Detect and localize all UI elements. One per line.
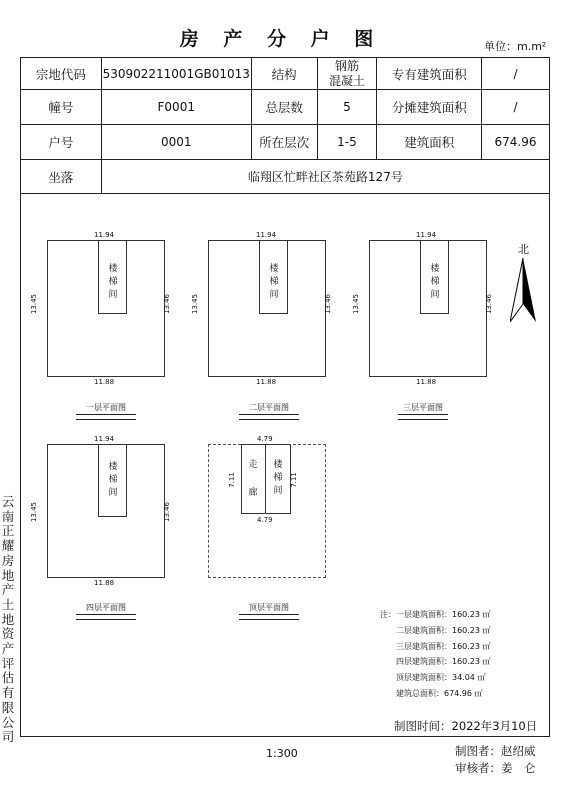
building-no-value: F0001 [101,90,251,125]
floor4-left-dimension: 13.45 [30,501,39,523]
drawing-date: 制图时间：2022年3月10日 [394,719,538,733]
unit-no-value: 0001 [101,125,251,160]
unit-label: 单位：m.m² [484,40,547,53]
parcel-code-value: 530902211001GB01013 [101,58,251,90]
building-area-value: 674.96 [482,125,550,160]
roof-left-dimension: 7.11 [227,472,236,488]
floor4-right-dimension: 13.46 [163,501,172,523]
floor3-top-dimension: 11.94 [416,231,437,239]
floor2-plan [208,240,326,377]
note-line-6: 建筑总面积：674.96 ㎡ [396,688,483,698]
floor4-caption: 四层平面图 [76,602,136,620]
roof-stair-label: 楼 梯 间 [273,460,283,496]
north-arrow-icon [510,258,536,322]
total-floors-value: 5 [317,90,377,125]
structure-label: 结构 [251,58,317,90]
floor2-top-dimension: 11.94 [256,231,277,239]
floor1-right-dimension: 13.46 [163,293,172,315]
floor3-left-dimension: 13.45 [352,293,361,315]
roof-caption: 顶层平面图 [239,602,299,620]
floor1-bottom-dimension: 11.88 [94,378,115,386]
floor4-stair-label: 楼 梯 间 [108,462,118,498]
floor1-stairwell [98,240,127,314]
floor2-stairwell [259,240,288,314]
unit-no-label: 户号 [21,125,102,160]
note-line-3: 三层建筑面积：160.23 ㎡ [396,641,491,651]
note-line-2: 二层建筑面积：160.23 ㎡ [396,625,491,635]
roof-corridor [241,444,266,514]
floor4-top-dimension: 11.94 [94,435,115,443]
floor3-stairwell [420,240,449,314]
floor2-caption: 二层平面图 [239,402,299,420]
floor2-stair-label: 楼 梯 间 [269,264,279,300]
building-no-label: 幢号 [21,90,102,125]
floor1-plan [47,240,165,377]
structure-line2: 混凝土 [328,73,365,88]
note-line-4: 四层建筑面积：160.23 ㎡ [396,657,491,667]
floor2-left-dimension: 13.45 [191,293,200,315]
shared-area-value: / [482,90,550,125]
floor-value: 1-5 [317,125,377,160]
structure-value [317,58,377,90]
note-line-1: 一层建筑面积：160.23 ㎡ [396,610,491,619]
floor3-bottom-dimension: 11.88 [416,378,437,386]
location-label: 坐落 [21,160,102,194]
drafter: 制图者：赵绍威 [455,744,536,758]
roof-stairwell [265,444,291,514]
floor1-left-dimension: 13.45 [30,293,39,315]
roof-bottom-dimension: 4.79 [257,516,273,524]
floor4-bottom-dimension: 11.88 [94,579,115,587]
company-name: 云南正耀房地产土地资产评估有限公司 [1,494,15,745]
roof-corridor-label: 走 廊 [248,460,258,498]
area-notes [380,607,491,702]
floor3-plan [369,240,487,377]
floor4-stairwell [98,444,127,517]
floor3-caption: 三层平面图 [398,402,448,420]
exclusive-area-label: 专有建筑面积 [377,58,482,90]
floor3-right-dimension: 13.46 [485,293,494,315]
building-area-label: 建筑面积 [377,125,482,160]
shared-area-label: 分摊建筑面积 [377,90,482,125]
floor1-caption: 一层平面图 [76,402,136,420]
scale-label: 1:300 [266,747,298,760]
floor1-stair-label: 楼 梯 间 [108,264,118,300]
total-floors-label: 总层数 [251,90,317,125]
floor3-stair-label: 楼 梯 间 [430,264,440,300]
exclusive-area-value: / [482,58,550,90]
note-line-5: 顶层建筑面积：34.04 ㎡ [396,673,486,683]
roof-right-dimension: 7.11 [289,472,298,488]
location-value: 临翔区忙畔社区茶苑路127号 [101,160,549,194]
floor2-bottom-dimension: 11.88 [256,378,277,386]
floor1-top-dimension: 11.94 [94,231,115,239]
page-title: 房 产 分 户 图 [179,28,383,50]
reviewer: 审核者：姜 仑 [455,761,536,775]
roof-top-dimension: 4.79 [257,435,273,443]
floor4-plan [47,444,165,578]
floor2-right-dimension: 13.46 [324,293,333,315]
notes-prefix: 注： [380,610,396,619]
parcel-code-label: 宗地代码 [21,58,102,90]
floor-label: 所在层次 [251,125,317,160]
structure-line1: 钢筋 [334,58,359,73]
info-table [20,57,550,194]
north-label: 北 [518,243,529,256]
